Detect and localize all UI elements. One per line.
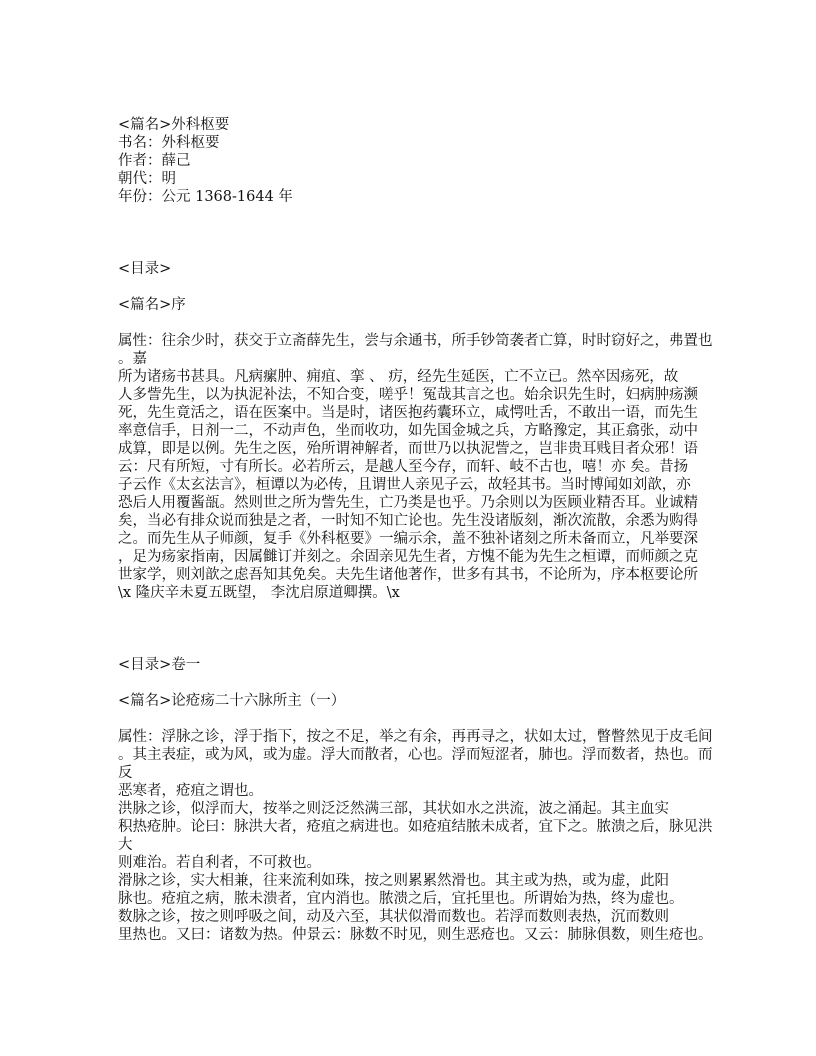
- text-line: 大: [118, 837, 133, 853]
- text-line: 洪脉之诊，似浮而大，按举之则泛泛然满三部，其状如水之洪流，波之涌起。其主血实: [118, 801, 669, 817]
- text-line: 反: [118, 765, 133, 781]
- blank-line: [118, 674, 718, 692]
- text-line: 世家学，则刘歆之虑吾知其免矣。夫先生诸他著作，世多有其书，不论所为，序本枢要论所: [118, 567, 698, 583]
- text-line: 率意信手，日剂一二，不动声色，坐而收功，如先国金城之兵，方略豫定，其正翕张，动中: [118, 423, 698, 439]
- text-line: 数脉之诊，按之则呼吸之间，动及六至，其状似滑而数也。若浮而数则表热，沉而数则: [118, 909, 669, 925]
- text-line: 。嘉: [118, 351, 147, 367]
- text-line: 恐后人用覆酱瓿。然则世之所为訾先生，亡乃类是也乎。乃余则以为医顾业精否耳。业诚精: [118, 495, 698, 511]
- text-line: 属性：往余少时，获交于立斋薛先生，尝与余通书，所手钞笥袭者亡算，时时窃好之，弗置也: [118, 333, 713, 349]
- text-line: 属性：浮脉之诊，浮于指下，按之不足，举之有余，再再寻之，状如太过，瞥瞥然见于皮毛间: [118, 729, 713, 745]
- text-line: 死，先生竟活之，语在医案中。当是时，诸医抱药囊环立，咸愕吐舌，不敢出一语，而先生: [118, 405, 698, 421]
- text-line: 作者：薛己: [118, 153, 191, 169]
- document-body: [118, 116, 718, 944]
- text-line: 矣，当必有排众说而独是之者，一时知不知亡论也。先生没诸版刻，渐次流散，余悉为购得: [118, 513, 698, 529]
- text-line: 云：尺有所短，寸有所长。必若所云，是越人至今存，而轩、岐不古也，嘻！亦 矣。昔扬: [118, 459, 689, 475]
- text-line: 人多訾先生，以为执泥补法，不知合变，嗟乎！冤哉其言之也。始余识先生时，妇病肿疡濒: [118, 387, 698, 403]
- text-line: 书名：外科枢要: [118, 135, 220, 151]
- text-line: 脉也。疮疽之病，脓未溃者，宜内消也。脓溃之后，宜托里也。所谓始为热，终为虚也。: [118, 891, 684, 907]
- text-line: 之。而先生从子师颜，复手《外科枢要》一编示余，盖不独补诸刻之所未备而立，凡举要深: [118, 531, 698, 547]
- blank-line: [118, 602, 718, 620]
- blank-line: [118, 314, 718, 332]
- text-line: 。其主表症，或为风，或为虚。浮大而散者，心也。浮而短涩者，肺也。浮而数者，热也。而: [118, 747, 713, 763]
- text-line: 子云作《太玄法言》，桓谭以为必传，且谓世人亲见子云，故轻其书。当时博闻如刘歆，亦: [118, 477, 691, 493]
- blank-line: [118, 224, 718, 242]
- blank-line: [118, 242, 718, 260]
- text-line: 里热也。又曰：诸数为热。仲景云：脉数不时见，则生恶疮也。又云：肺脉俱数，则生疮也。: [118, 927, 713, 943]
- text-line: <目录>卷一: [118, 657, 201, 673]
- blank-line: [118, 278, 718, 296]
- text-line: <篇名>序: [118, 297, 186, 313]
- text-line: 恶寒者，疮疽之谓也。: [118, 783, 263, 799]
- text-line: 所为诸疡书甚具。凡病瘰肿、痈疽、挛 、 疠，经先生延医，亡不立已。然卒因疡死，故: [118, 369, 679, 385]
- blank-line: [118, 638, 718, 656]
- text-line: 年份：公元 1368-1644 年: [118, 189, 293, 205]
- text-line: 滑脉之诊，实大相兼，往来流利如珠，按之则累累然滑也。其主或为热，或为虚，此阳: [118, 873, 669, 889]
- text-line: 积热疮肿。论曰：脉洪大者，疮疽之病进也。如疮疽结脓未成者，宜下之。脓溃之后，脉见洪: [118, 819, 713, 835]
- blank-line: [118, 710, 718, 728]
- text-line: <目录>: [118, 261, 172, 277]
- text-line: \x 隆庆辛未夏五既望， 李沈启原道卿撰。\x: [118, 585, 400, 601]
- text-line: ，足为疡家指南，因属雠订并刻之。余固亲见先生者，方愧不能为先生之桓谭，而师颜之克: [118, 549, 698, 565]
- blank-line: [118, 620, 718, 638]
- blank-line: [118, 206, 718, 224]
- text-line: 成算，即是以例。先生之医，殆所谓神解者，而世乃以执泥訾之，岂非贵耳贱目者众邪！语: [118, 441, 698, 457]
- text-line: <篇名>论疮疡二十六脉所主（一）: [118, 693, 346, 709]
- text-line: 则难治。若自利者，不可救也。: [118, 855, 321, 871]
- text-line: 朝代：明: [118, 171, 176, 187]
- text-line: <篇名>外科枢要: [118, 117, 230, 133]
